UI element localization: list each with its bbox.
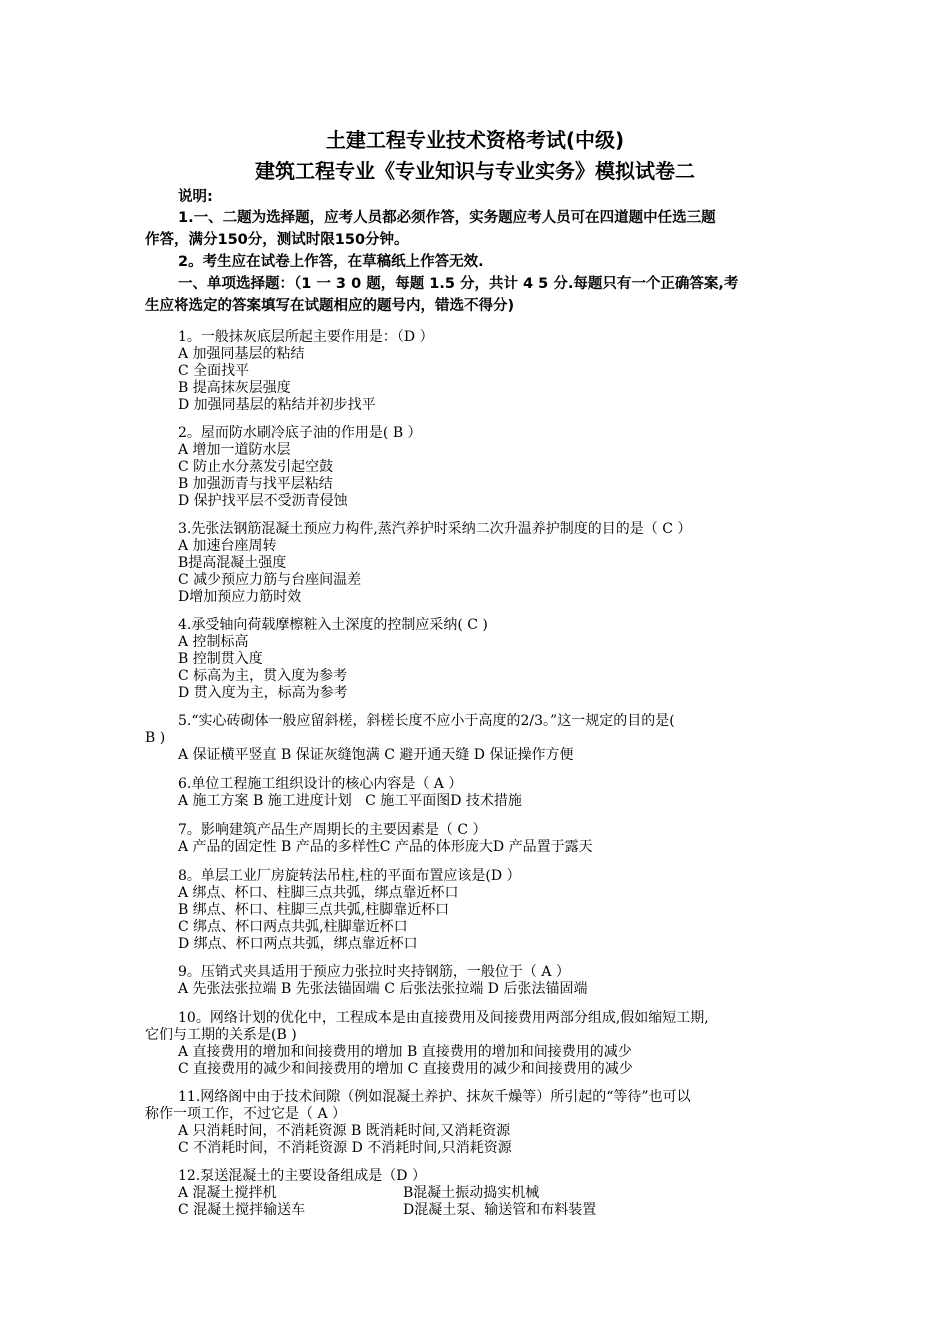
exam-title: 土建工程专业技术资格考试(中级) bbox=[325, 128, 625, 152]
question-11-stem-cont: 称作一项工作，不过它是（ A ） bbox=[145, 1106, 347, 1122]
question-1-option-b: B 提高抹灰层强度 bbox=[178, 380, 291, 396]
question-5-stem-cont: B ) bbox=[145, 730, 166, 746]
question-6-stem: 6.单位工程施工组织设计的核心内容是（ A ） bbox=[178, 776, 463, 792]
question-2-option-d: D 保护找平层不受沥青侵蚀 bbox=[178, 493, 348, 509]
question-8-option-a: A 绑点、杯口、柱脚三点共弧，绑点靠近杯口 bbox=[178, 885, 459, 901]
instruction-rule-1-cont: 作答，满分150分，测试时限150分钟。 bbox=[145, 232, 409, 248]
question-10-stem-cont: 它们与工期的关系是(B ) bbox=[145, 1027, 297, 1043]
question-10-stem: 10。网络计划的优化中，工程成本是由直接费用及间接费用两部分组成,假如缩短工期, bbox=[178, 1010, 709, 1026]
question-9-options: A 先张法张拉端 B 先张法锚固端 C 后张法张拉端 D 后张法锚固端 bbox=[178, 981, 588, 997]
instruction-rule-1: 1.一、二题为选择题，应考人员都必须作答，实务题应考人员可在四道题中任选三题 bbox=[178, 210, 716, 226]
question-8-option-b: B 绑点、杯口、柱脚三点共弧,柱脚靠近杯口 bbox=[178, 902, 450, 918]
question-8-option-c: C 绑点、杯口两点共弧,柱脚靠近杯口 bbox=[178, 919, 408, 935]
question-12-option-a: A 混凝土搅拌机 bbox=[178, 1185, 277, 1201]
question-5-options: A 保证横平竖直 B 保证灰缝饱满 C 避开通天缝 D 保证操作方便 bbox=[178, 747, 574, 763]
exam-subtitle: 建筑工程专业《专业知识与专业实务》模拟试卷二 bbox=[255, 159, 695, 183]
instructions-label: 说明: bbox=[178, 189, 213, 205]
question-8-stem: 8。单层工业厂房旋转法吊柱,柱的平面布置应该是(D ） bbox=[178, 868, 521, 884]
question-11-options-ab: A 只消耗时间，不消耗资源 B 既消耗时间,又消耗资源 bbox=[178, 1123, 511, 1139]
question-12-stem: 12.泵送混凝土的主要设备组成是（D ） bbox=[178, 1168, 426, 1184]
question-4-option-d: D 贯入度为主，标高为参考 bbox=[178, 685, 348, 701]
question-7-options: A 产品的固定性 B 产品的多样性C 产品的体形庞大D 产品置于露天 bbox=[178, 839, 593, 855]
question-3-option-c: C 减少预应力筋与台座间温差 bbox=[178, 572, 362, 588]
question-4-option-a: A 控制标高 bbox=[178, 634, 249, 650]
question-3-stem: 3.先张法钢筋混凝土预应力构件,蒸汽养护时采纳二次升温养护制度的目的是（ C ） bbox=[178, 521, 692, 537]
instruction-rule-2: 2。考生应在试卷上作答，在草稿纸上作答无效. bbox=[178, 254, 484, 270]
question-3-option-d: D增加预应力筋时效 bbox=[178, 589, 302, 605]
question-2-option-a: A 增加一道防水层 bbox=[178, 442, 291, 458]
question-1-option-d: D 加强同基层的粘结并初步找平 bbox=[178, 397, 376, 413]
question-10-options-ab: A 直接费用的增加和间接费用的增加 B 直接费用的增加和间接费用的减少 bbox=[178, 1044, 632, 1060]
question-8-option-d: D 绑点、杯口两点共弧，绑点靠近杯口 bbox=[178, 936, 418, 952]
question-7-stem: 7。影响建筑产品生产周期长的主要因素是（ C ） bbox=[178, 822, 487, 838]
question-6-options: A 施工方案 B 施工进度计划 C 施工平面图D 技术措施 bbox=[178, 793, 522, 809]
question-10-options-cd: C 直接费用的减少和间接费用的增加 C 直接费用的减少和间接费用的减少 bbox=[178, 1061, 633, 1077]
question-12-option-c: C 混凝土搅拌输送车 bbox=[178, 1202, 306, 1218]
question-12-option-b: B混凝土振动捣实机械 bbox=[403, 1185, 540, 1201]
question-2-option-b: B 加强沥青与找平层粘结 bbox=[178, 476, 333, 492]
question-1-stem: 1。一般抹灰底层所起主要作用是：（D ） bbox=[178, 329, 434, 345]
question-11-stem: 11.网络阁中由于技术间隙（例如混凝土养护、抹灰千燥等）所引起的“等待”也可以 bbox=[178, 1089, 691, 1105]
question-9-stem: 9。压销式夹具适用于预应力张拉时夹持钢筋，一般位于（ A ） bbox=[178, 964, 570, 980]
question-4-stem: 4.承受轴向荷载摩檫粧入土深度的控制应采纳( C ) bbox=[178, 617, 488, 633]
section-heading: 一、单项选择题：（1 一 3 0 题，每题 1.5 分，共计 4 5 分.每题只有一个正确答案,考 bbox=[178, 276, 739, 292]
question-1-option-c: C 全面找平 bbox=[178, 363, 250, 379]
question-4-option-b: B 控制贯入度 bbox=[178, 651, 263, 667]
question-3-option-b: B提高混凝土强度 bbox=[178, 555, 287, 571]
question-3-option-a: A 加速台座周转 bbox=[178, 538, 277, 554]
section-heading-cont: 生应将选定的答案填写在试题相应的题号内，错选不得分) bbox=[145, 298, 515, 314]
question-11-options-cd: C 不消耗时间，不消耗资源 D 不消耗时间,只消耗资源 bbox=[178, 1140, 512, 1156]
question-2-option-c: C 防止水分蒸发引起空鼓 bbox=[178, 459, 334, 475]
question-5-stem: 5.“实心砖砌体一般应留斜槎，斜槎长度不应小于高度的2/3。”这一规定的目的是( bbox=[178, 713, 675, 729]
question-2-stem: 2。屋而防水刷冷底子油的作用是( B ） bbox=[178, 425, 422, 441]
question-12-option-d: D混凝土泵、输送管和布料装置 bbox=[403, 1202, 597, 1218]
question-4-option-c: C 标高为主，贯入度为参考 bbox=[178, 668, 348, 684]
question-1-option-a: A 加强同基层的粘结 bbox=[178, 346, 305, 362]
